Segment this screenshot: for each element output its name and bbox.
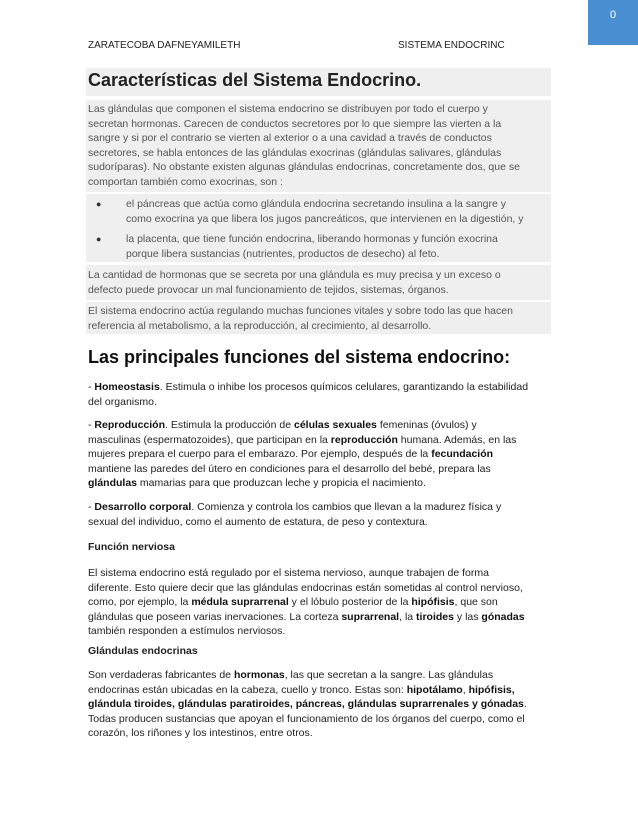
glands-text: Son verdaderas fabricantes de <box>88 669 234 681</box>
bullet-dot-icon: ● <box>96 199 102 209</box>
heading-nervous-function: Función nerviosa <box>88 541 175 553</box>
term-gonads: gónadas <box>481 610 525 623</box>
endocrine-glands-paragraph <box>88 668 550 741</box>
nervous-text: también responden a estímulos nerviosos. <box>88 625 286 637</box>
term-thyroid: tiroides <box>416 610 454 623</box>
nervous-text: diferente. Esto quiere decir que las glándulas endocrinas están sometidas al control nervioso, <box>88 581 523 594</box>
term-homeostasis: Homeostasis <box>94 381 160 393</box>
nervous-text: como, por ejemplo, la <box>88 596 192 608</box>
nervous-function-paragraph <box>88 566 550 639</box>
dash: - <box>88 381 95 393</box>
bullet-dot-icon: ● <box>96 234 102 244</box>
development-text: . Comienza y controla los cambios que llevan a la madurez física y <box>191 501 502 513</box>
bullet-line: el páncreas que actúa como glándula endocrina secretando insulina a la sangre y <box>126 198 506 210</box>
term-adrenal: suprarrenal <box>341 610 400 623</box>
nervous-text: y el lóbulo posterior de la <box>288 596 412 608</box>
term-hypothalamus: hipotálamo <box>406 683 463 696</box>
repro-text: . Estimula la producción de <box>165 419 294 431</box>
repro-text: femeninas (óvulos) y <box>376 419 477 431</box>
intro-line: sangre y si por el contrario se vierten al exterior o a una cavidad a través de conductos <box>88 132 492 144</box>
bullet-line: porque libera sustancias (nutrientes, productos de desecho) al feto. <box>126 247 440 260</box>
section-title-characteristics: Características del Sistema Endocrino. <box>88 70 422 90</box>
gland-list: glándula tiroides, glándulas paratiroides, páncreas, glándulas suprarrenales y gónadas <box>88 698 524 710</box>
intro-line: secretan hormonas. Carecen de conductos secretores por lo que siempre las vierten a la <box>88 117 502 130</box>
heading-endocrine-glands: Glándulas endocrinas <box>88 645 198 657</box>
para-line: La cantidad de hormonas que se secreta por una glándula es muy precisa y un exceso o <box>88 269 501 281</box>
repro-text: mujeres prepara el cuerpo para el embarazo. Por ejemplo, después de la <box>88 448 432 460</box>
section-title-functions: Las principales funciones del sistema endocrino: <box>88 347 511 367</box>
glands-text: , las que secretan a la sangre. Las glándulas <box>284 669 494 681</box>
term-hypophysis: hipófisis, <box>468 683 515 696</box>
dash: - <box>88 419 95 431</box>
repro-text: mamarias para que produzcan leche y propicia el nacimiento. <box>137 477 426 489</box>
term-development: Desarrollo corporal <box>94 501 192 513</box>
header-subject: SISTEMA ENDOCRINC <box>398 40 505 51</box>
glands-text: Todas producen sustancias que apoyan el funcionamiento de los órganos del cuerpo, como el <box>88 712 525 725</box>
term-hypophysis: hipófisis <box>411 596 455 608</box>
term-reproduction: Reproducción <box>94 419 166 431</box>
bullet-line: la placenta, que tiene función endocrina, liberando hormonas y función exocrina <box>126 233 498 245</box>
term-adrenal-medulla: médula suprarrenal <box>191 596 289 608</box>
nervous-text: glándulas que poseen varias inervaciones. La corteza <box>88 610 342 623</box>
repro-text: masculinas (espermatozoides), que participan en la <box>88 433 331 446</box>
glands-text: endocrinas están ubicadas en la cabeza, cuello y tronco. Estas son: <box>88 683 407 696</box>
development-paragraph <box>88 500 550 529</box>
glands-text: , <box>462 683 469 696</box>
glands-text: . <box>523 698 527 710</box>
term-hormones: hormonas <box>233 669 285 681</box>
development-text-line2: sexual del individuo, como el aumento de estatura, de peso y contextura. <box>88 515 428 528</box>
term-glands: glándulas <box>88 477 138 489</box>
page-number-tab <box>588 0 638 45</box>
para-line: El sistema endocrino actúa regulando muchas funciones vitales y sobre todo las que hacen <box>88 305 513 317</box>
hormone-quantity-paragraph <box>88 268 550 297</box>
reproduction-paragraph <box>88 418 550 491</box>
bullet-line: como exocrina ya que libera los jugos pancreáticos, que intervienen en la digestión, y <box>126 212 524 225</box>
intro-line: secretores, se habla entonces de las glándulas exocrinas (glándulas salivares, glándulas <box>88 146 502 159</box>
nervous-text: , que son <box>454 596 498 608</box>
nervous-text: El sistema endocrino está regulado por el sistema nervioso, aunque trabajen de forma <box>88 567 489 579</box>
term-sex-cells: células sexuales <box>294 419 377 431</box>
page-number: 0 <box>609 9 617 21</box>
header-author: ZARATECOBA DAFNEYAMILETH <box>88 40 241 51</box>
repro-text: humana. Además, en las <box>397 433 517 446</box>
glands-text: corazón, los riñones y los intestinos, entre otros. <box>88 727 313 739</box>
para-line: referencia al metabolismo, a la reproducción, al crecimiento, al desarrollo. <box>88 319 432 332</box>
regulation-paragraph <box>88 304 550 333</box>
intro-line: comportan también como exocrinas, son : <box>88 175 283 188</box>
dash: - <box>88 501 95 513</box>
nervous-text: , la <box>399 610 417 623</box>
para-line: defecto puede provocar un mal funcionamiento de tejidos, sistemas, órganos. <box>88 283 449 296</box>
repro-text: mantiene las paredes del útero en condiciones para el desarrollo del bebé, prepara las <box>88 462 491 475</box>
term-reproduction-inline: reproducción <box>330 433 398 446</box>
homeostasis-text: . Estimula o inhibe los procesos químicos celulares, garantizando la estabilidad <box>159 381 529 393</box>
nervous-text: y las <box>453 610 482 623</box>
homeostasis-text-line2: del organismo. <box>88 395 157 408</box>
intro-line: Las glándulas que componen el sistema endocrino se distribuyen por todo el cuerpo y <box>88 103 488 115</box>
term-fecundation: fecundación <box>431 448 494 460</box>
intro-paragraph <box>88 102 550 189</box>
intro-line: sudoríparas). No obstante existen algunas glándulas endocrinas, concretamente dos, que se <box>88 161 520 173</box>
homeostasis-paragraph <box>88 380 550 409</box>
